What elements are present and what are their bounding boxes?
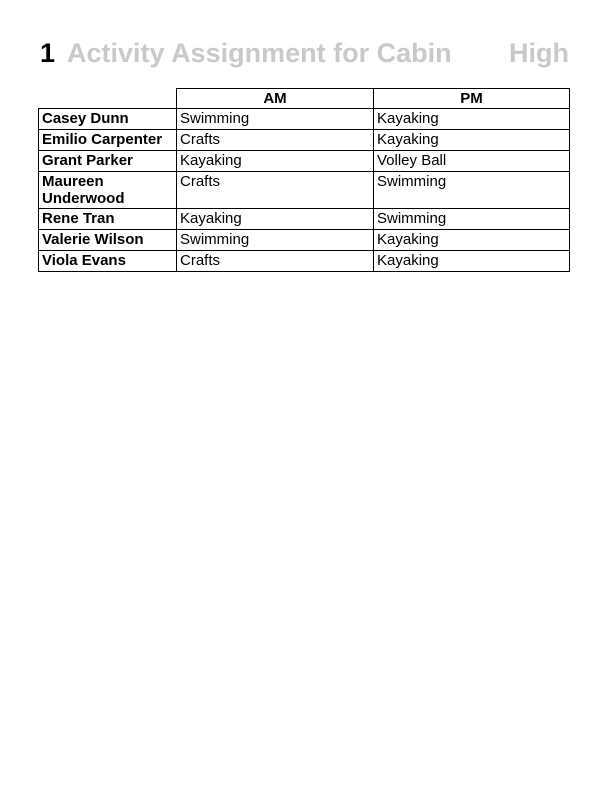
table-row xyxy=(39,151,570,172)
am-activity: Kayaking xyxy=(177,151,374,172)
camper-name: Grant Parker xyxy=(39,151,177,172)
am-activity: Crafts xyxy=(177,130,374,151)
am-activity: Crafts xyxy=(177,172,374,209)
page-title: Activity Assignment for Cabin xyxy=(67,38,452,68)
am-activity: Kayaking xyxy=(177,209,374,230)
camper-name: Casey Dunn xyxy=(39,109,177,130)
section-number: 1 xyxy=(40,38,56,68)
pm-activity: Kayaking xyxy=(374,109,570,130)
camper-name: Rene Tran xyxy=(39,209,177,230)
am-activity: Swimming xyxy=(177,230,374,251)
camper-name: Viola Evans xyxy=(39,251,177,272)
am-activity: Swimming xyxy=(177,109,374,130)
table-row xyxy=(39,209,570,230)
pm-activity: Kayaking xyxy=(374,130,570,151)
column-header-pm: PM xyxy=(374,89,570,109)
activity-assignment-table xyxy=(38,88,570,272)
pm-activity: Kayaking xyxy=(374,230,570,251)
column-header-am: AM xyxy=(177,89,374,109)
cabin-name: High xyxy=(509,38,569,68)
pm-activity: Swimming xyxy=(374,209,570,230)
table-row xyxy=(39,230,570,251)
pm-activity: Volley Ball xyxy=(374,151,570,172)
page-heading xyxy=(40,38,569,69)
table-row xyxy=(39,172,570,209)
table-row xyxy=(39,109,570,130)
pm-activity: Swimming xyxy=(374,172,570,209)
corner-cell xyxy=(39,89,177,109)
am-activity: Crafts xyxy=(177,251,374,272)
table-row xyxy=(39,130,570,151)
camper-name: Valerie Wilson xyxy=(39,230,177,251)
table-row xyxy=(39,251,570,272)
pm-activity: Kayaking xyxy=(374,251,570,272)
camper-name: Emilio Carpenter xyxy=(39,130,177,151)
camper-name: Maureen Underwood xyxy=(39,172,177,209)
table-header-row xyxy=(39,89,570,109)
